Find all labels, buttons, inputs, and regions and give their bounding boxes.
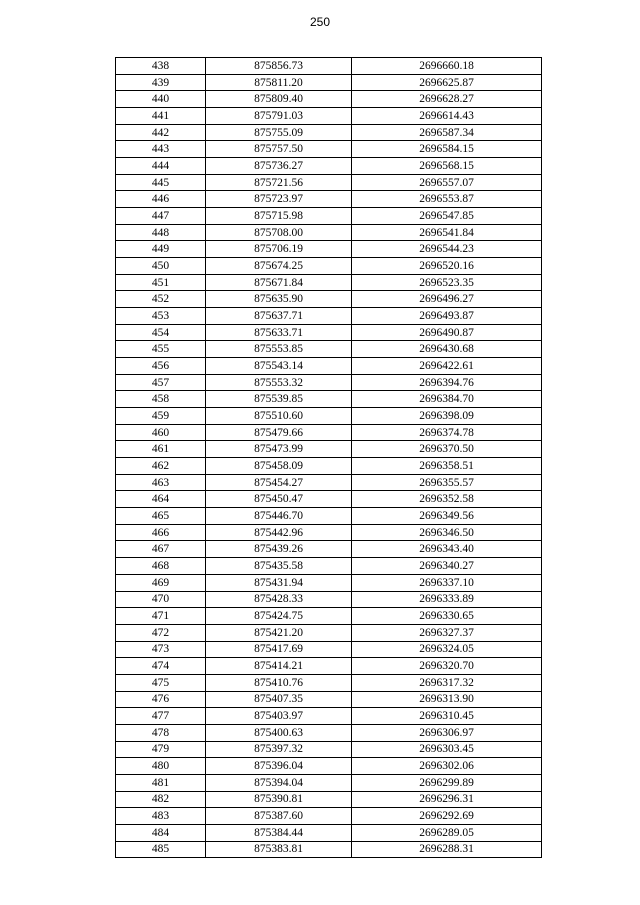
point-number-cell: 461: [116, 441, 206, 458]
point-number-cell: 454: [116, 324, 206, 341]
table-row: [116, 724, 542, 741]
x-coordinate-cell: 875791.03: [206, 108, 352, 125]
table-row: [116, 708, 542, 725]
point-number-cell: 481: [116, 774, 206, 791]
y-coordinate-cell: 2696628.27: [352, 91, 542, 108]
table-row: [116, 624, 542, 641]
point-number-cell: 447: [116, 208, 206, 225]
point-number-cell: 451: [116, 274, 206, 291]
y-coordinate-cell: 2696320.70: [352, 658, 542, 675]
x-coordinate-cell: 875431.94: [206, 574, 352, 591]
point-number-cell: 446: [116, 191, 206, 208]
x-coordinate-cell: 875400.63: [206, 724, 352, 741]
table-row: [116, 341, 542, 358]
y-coordinate-cell: 2696490.87: [352, 324, 542, 341]
point-number-cell: 449: [116, 241, 206, 258]
x-coordinate-cell: 875424.75: [206, 608, 352, 625]
y-coordinate-cell: 2696557.07: [352, 174, 542, 191]
x-coordinate-cell: 875435.58: [206, 558, 352, 575]
y-coordinate-cell: 2696313.90: [352, 691, 542, 708]
point-number-cell: 458: [116, 391, 206, 408]
point-number-cell: 459: [116, 408, 206, 425]
x-coordinate-cell: 875421.20: [206, 624, 352, 641]
table-row: [116, 524, 542, 541]
x-coordinate-cell: 875637.71: [206, 308, 352, 325]
x-coordinate-cell: 875811.20: [206, 74, 352, 91]
x-coordinate-cell: 875414.21: [206, 658, 352, 675]
y-coordinate-cell: 2696288.31: [352, 841, 542, 858]
table-row: [116, 108, 542, 125]
x-coordinate-cell: 875723.97: [206, 191, 352, 208]
point-number-cell: 465: [116, 508, 206, 525]
y-coordinate-cell: 2696430.68: [352, 341, 542, 358]
y-coordinate-cell: 2696614.43: [352, 108, 542, 125]
x-coordinate-cell: 875856.73: [206, 58, 352, 75]
x-coordinate-cell: 875715.98: [206, 208, 352, 225]
x-coordinate-cell: 875442.96: [206, 524, 352, 541]
point-number-cell: 484: [116, 824, 206, 841]
table-row: [116, 491, 542, 508]
point-number-cell: 477: [116, 708, 206, 725]
y-coordinate-cell: 2696324.05: [352, 641, 542, 658]
y-coordinate-cell: 2696520.16: [352, 258, 542, 275]
page-number: 250: [309, 15, 331, 29]
table-row: [116, 774, 542, 791]
point-number-cell: 467: [116, 541, 206, 558]
table-row: [116, 308, 542, 325]
point-number-cell: 473: [116, 641, 206, 658]
point-number-cell: 442: [116, 124, 206, 141]
table-row: [116, 241, 542, 258]
x-coordinate-cell: 875635.90: [206, 291, 352, 308]
x-coordinate-cell: 875397.32: [206, 741, 352, 758]
table-row: [116, 658, 542, 675]
x-coordinate-cell: 875633.71: [206, 324, 352, 341]
point-number-cell: 483: [116, 808, 206, 825]
x-coordinate-cell: 875384.44: [206, 824, 352, 841]
table-row: [116, 191, 542, 208]
table-row: [116, 424, 542, 441]
point-number-cell: 455: [116, 341, 206, 358]
table-row: [116, 141, 542, 158]
point-number-cell: 463: [116, 474, 206, 491]
table-row: [116, 458, 542, 475]
y-coordinate-cell: 2696296.31: [352, 791, 542, 808]
table-row: [116, 124, 542, 141]
table-row: [116, 158, 542, 175]
point-number-cell: 466: [116, 524, 206, 541]
table-row: [116, 358, 542, 375]
x-coordinate-cell: 875428.33: [206, 591, 352, 608]
point-number-cell: 476: [116, 691, 206, 708]
x-coordinate-cell: 875417.69: [206, 641, 352, 658]
y-coordinate-cell: 2696340.27: [352, 558, 542, 575]
x-coordinate-cell: 875479.66: [206, 424, 352, 441]
table-row: [116, 224, 542, 241]
x-coordinate-cell: 875396.04: [206, 758, 352, 775]
point-number-cell: 472: [116, 624, 206, 641]
point-number-cell: 469: [116, 574, 206, 591]
x-coordinate-cell: 875458.09: [206, 458, 352, 475]
y-coordinate-cell: 2696299.89: [352, 774, 542, 791]
x-coordinate-cell: 875553.85: [206, 341, 352, 358]
y-coordinate-cell: 2696358.51: [352, 458, 542, 475]
y-coordinate-cell: 2696310.45: [352, 708, 542, 725]
table-row: [116, 208, 542, 225]
x-coordinate-cell: 875394.04: [206, 774, 352, 791]
table-row: [116, 474, 542, 491]
table-row: [116, 558, 542, 575]
y-coordinate-cell: 2696422.61: [352, 358, 542, 375]
y-coordinate-cell: 2696568.15: [352, 158, 542, 175]
table-row: [116, 58, 542, 75]
y-coordinate-cell: 2696327.37: [352, 624, 542, 641]
point-number-cell: 462: [116, 458, 206, 475]
y-coordinate-cell: 2696355.57: [352, 474, 542, 491]
table-row: [116, 808, 542, 825]
x-coordinate-cell: 875473.99: [206, 441, 352, 458]
table-row: [116, 274, 542, 291]
y-coordinate-cell: 2696660.18: [352, 58, 542, 75]
y-coordinate-cell: 2696352.58: [352, 491, 542, 508]
x-coordinate-cell: 875387.60: [206, 808, 352, 825]
point-number-cell: 482: [116, 791, 206, 808]
y-coordinate-cell: 2696303.45: [352, 741, 542, 758]
point-number-cell: 479: [116, 741, 206, 758]
x-coordinate-cell: 875439.26: [206, 541, 352, 558]
table-row: [116, 441, 542, 458]
point-number-cell: 453: [116, 308, 206, 325]
table-row: [116, 824, 542, 841]
y-coordinate-cell: 2696493.87: [352, 308, 542, 325]
y-coordinate-cell: 2696496.27: [352, 291, 542, 308]
x-coordinate-cell: 875450.47: [206, 491, 352, 508]
point-number-cell: 485: [116, 841, 206, 858]
point-number-cell: 443: [116, 141, 206, 158]
y-coordinate-cell: 2696302.06: [352, 758, 542, 775]
table-row: [116, 291, 542, 308]
y-coordinate-cell: 2696394.76: [352, 374, 542, 391]
x-coordinate-cell: 875674.25: [206, 258, 352, 275]
x-coordinate-cell: 875809.40: [206, 91, 352, 108]
y-coordinate-cell: 2696544.23: [352, 241, 542, 258]
y-coordinate-cell: 2696306.97: [352, 724, 542, 741]
x-coordinate-cell: 875543.14: [206, 358, 352, 375]
point-number-cell: 480: [116, 758, 206, 775]
point-number-cell: 444: [116, 158, 206, 175]
y-coordinate-cell: 2696547.85: [352, 208, 542, 225]
y-coordinate-cell: 2696625.87: [352, 74, 542, 91]
x-coordinate-cell: 875671.84: [206, 274, 352, 291]
table-row: [116, 741, 542, 758]
point-number-cell: 464: [116, 491, 206, 508]
x-coordinate-cell: 875383.81: [206, 841, 352, 858]
x-coordinate-cell: 875757.50: [206, 141, 352, 158]
y-coordinate-cell: 2696541.84: [352, 224, 542, 241]
y-coordinate-cell: 2696292.69: [352, 808, 542, 825]
x-coordinate-cell: 875407.35: [206, 691, 352, 708]
y-coordinate-cell: 2696346.50: [352, 524, 542, 541]
point-number-cell: 468: [116, 558, 206, 575]
table-row: [116, 74, 542, 91]
table-row: [116, 591, 542, 608]
y-coordinate-cell: 2696330.65: [352, 608, 542, 625]
x-coordinate-cell: 875403.97: [206, 708, 352, 725]
point-number-cell: 450: [116, 258, 206, 275]
table-row: [116, 674, 542, 691]
y-coordinate-cell: 2696337.10: [352, 574, 542, 591]
y-coordinate-cell: 2696384.70: [352, 391, 542, 408]
coordinates-table: [115, 57, 542, 858]
x-coordinate-cell: 875755.09: [206, 124, 352, 141]
point-number-cell: 445: [116, 174, 206, 191]
point-number-cell: 441: [116, 108, 206, 125]
y-coordinate-cell: 2696374.78: [352, 424, 542, 441]
table-row: [116, 841, 542, 858]
x-coordinate-cell: 875454.27: [206, 474, 352, 491]
table-row: [116, 91, 542, 108]
x-coordinate-cell: 875390.81: [206, 791, 352, 808]
y-coordinate-cell: 2696343.40: [352, 541, 542, 558]
table-row: [116, 758, 542, 775]
table-row: [116, 324, 542, 341]
x-coordinate-cell: 875736.27: [206, 158, 352, 175]
table-row: [116, 791, 542, 808]
x-coordinate-cell: 875446.70: [206, 508, 352, 525]
table-row: [116, 508, 542, 525]
y-coordinate-cell: 2696553.87: [352, 191, 542, 208]
x-coordinate-cell: 875706.19: [206, 241, 352, 258]
point-number-cell: 474: [116, 658, 206, 675]
table-row: [116, 374, 542, 391]
y-coordinate-cell: 2696398.09: [352, 408, 542, 425]
x-coordinate-cell: 875510.60: [206, 408, 352, 425]
table-row: [116, 541, 542, 558]
x-coordinate-cell: 875410.76: [206, 674, 352, 691]
y-coordinate-cell: 2696370.50: [352, 441, 542, 458]
y-coordinate-cell: 2696584.15: [352, 141, 542, 158]
table-row: [116, 641, 542, 658]
coordinates-table-body: [116, 58, 542, 858]
point-number-cell: 456: [116, 358, 206, 375]
table-row: [116, 174, 542, 191]
point-number-cell: 460: [116, 424, 206, 441]
y-coordinate-cell: 2696289.05: [352, 824, 542, 841]
point-number-cell: 475: [116, 674, 206, 691]
point-number-cell: 452: [116, 291, 206, 308]
x-coordinate-cell: 875708.00: [206, 224, 352, 241]
x-coordinate-cell: 875553.32: [206, 374, 352, 391]
point-number-cell: 439: [116, 74, 206, 91]
table-row: [116, 391, 542, 408]
table-row: [116, 608, 542, 625]
point-number-cell: 440: [116, 91, 206, 108]
x-coordinate-cell: 875539.85: [206, 391, 352, 408]
y-coordinate-cell: 2696333.89: [352, 591, 542, 608]
point-number-cell: 478: [116, 724, 206, 741]
y-coordinate-cell: 2696317.32: [352, 674, 542, 691]
point-number-cell: 470: [116, 591, 206, 608]
y-coordinate-cell: 2696523.35: [352, 274, 542, 291]
x-coordinate-cell: 875721.56: [206, 174, 352, 191]
point-number-cell: 438: [116, 58, 206, 75]
point-number-cell: 448: [116, 224, 206, 241]
table-row: [116, 691, 542, 708]
point-number-cell: 457: [116, 374, 206, 391]
y-coordinate-cell: 2696349.56: [352, 508, 542, 525]
point-number-cell: 471: [116, 608, 206, 625]
y-coordinate-cell: 2696587.34: [352, 124, 542, 141]
table-row: [116, 408, 542, 425]
table-row: [116, 574, 542, 591]
table-row: [116, 258, 542, 275]
